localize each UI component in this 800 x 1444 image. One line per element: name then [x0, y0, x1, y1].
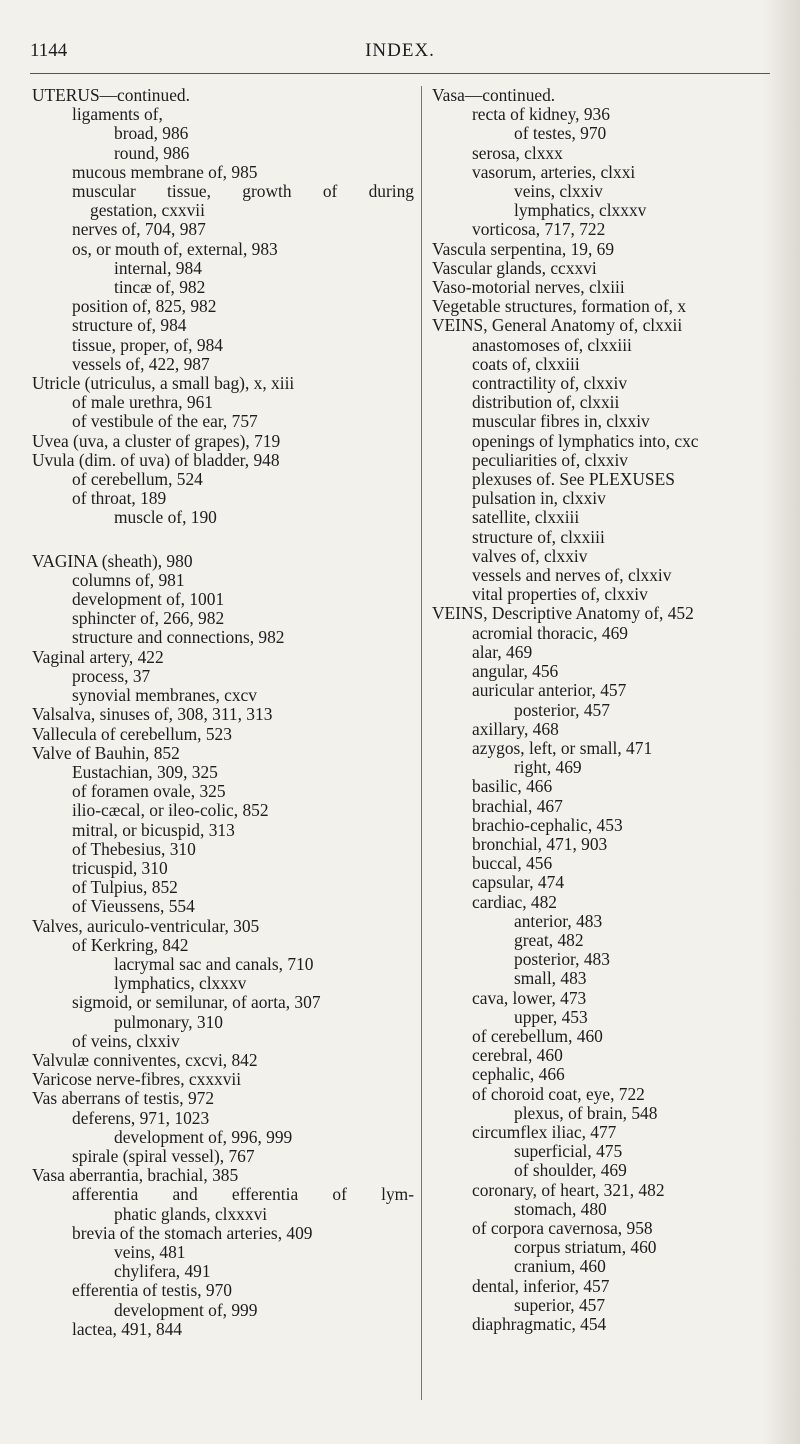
index-entry: broad, 986 — [114, 123, 189, 144]
index-entry: gestation, cxxvii — [90, 200, 205, 221]
index-entry: cava, lower, 473 — [472, 987, 587, 1008]
index-entry: VEINS, General Anatomy of, clxxii — [432, 315, 683, 336]
index-entry: sphincter of, 266, 982 — [72, 608, 225, 629]
index-entry: acromial thoracic, 469 — [472, 622, 628, 643]
index-entry: of cerebellum, 460 — [472, 1025, 603, 1046]
header-rule — [30, 73, 770, 74]
index-entry: cephalic, 466 — [472, 1064, 565, 1085]
index-entry: small, 483 — [514, 968, 587, 989]
index-entry: structure and connections, 982 — [72, 627, 285, 648]
index-entry: Valves, auriculo-ventricular, 305 — [32, 915, 260, 936]
index-entry: brevia of the stomach arteries, 409 — [72, 1222, 313, 1243]
index-entry: muscular tissue, growth of during — [72, 181, 414, 202]
index-entry: upper, 453 — [514, 1006, 588, 1027]
index-entry: of Vieussens, 554 — [72, 896, 195, 917]
index-entry: ilio-cæcal, or ileo-colic, 852 — [72, 800, 269, 821]
index-entry: basilic, 466 — [472, 776, 553, 797]
index-entry: structure of, 984 — [72, 315, 187, 336]
index-entry: of testes, 970 — [514, 123, 607, 144]
index-entry: nerves of, 704, 987 — [72, 219, 206, 240]
index-entry: Valve of Bauhin, 852 — [32, 742, 180, 763]
entry-gap — [32, 528, 414, 552]
index-entry: round, 986 — [114, 142, 190, 163]
index-entry: valves of, clxxiv — [472, 545, 588, 566]
index-entry: Vascula serpentina, 19, 69 — [432, 238, 615, 259]
index-entry: Utricle (utriculus, a small bag), x, xiii — [32, 373, 295, 394]
index-entry: development of, 1001 — [72, 589, 225, 610]
index-entry: brachial, 467 — [472, 795, 563, 816]
index-entry: muscular fibres in, clxxiv — [472, 411, 650, 432]
index-entry: afferentia and efferentia of lym- — [72, 1184, 414, 1205]
index-entry: serosa, clxxx — [472, 142, 563, 163]
index-entry: Varicose nerve-fibres, cxxxvii — [32, 1069, 242, 1090]
running-title: INDEX. — [365, 40, 435, 61]
index-entry: ligaments of, — [72, 104, 163, 125]
index-entry: of choroid coat, eye, 722 — [472, 1083, 645, 1104]
index-entry: circumflex iliac, 477 — [472, 1121, 617, 1142]
index-entry: Vasa aberrantia, brachial, 385 — [32, 1165, 239, 1186]
index-entry: tissue, proper, of, 984 — [72, 334, 223, 355]
index-entry: superficial, 475 — [514, 1141, 623, 1162]
index-column-right — [432, 86, 772, 1426]
index-entry: Uvea (uva, a cluster of grapes), 719 — [32, 430, 281, 451]
index-entry: right, 469 — [514, 757, 582, 778]
index-entry: of shoulder, 469 — [514, 1160, 627, 1181]
index-entry: dental, inferior, 457 — [472, 1275, 610, 1296]
index-entry: chylifera, 491 — [114, 1261, 211, 1282]
index-entry: process, 37 — [72, 665, 151, 686]
index-entry: veins, 481 — [114, 1241, 186, 1262]
page-number: 1144 — [30, 40, 68, 61]
index-entry: of Thebesius, 310 — [72, 838, 196, 859]
index-entry: deferens, 971, 1023 — [72, 1107, 210, 1128]
index-entry: of throat, 189 — [72, 488, 167, 509]
index-entry: vessels and nerves of, clxxiv — [472, 565, 672, 586]
index-entry: lymphatics, clxxxv — [114, 973, 247, 994]
index-entry: of cerebellum, 524 — [72, 469, 203, 490]
index-entry: coats of, clxxiii — [472, 353, 580, 374]
index-entry: alar, 469 — [472, 641, 533, 662]
index-entry: mucous membrane of, 985 — [72, 161, 258, 182]
index-entry: axillary, 468 — [472, 718, 559, 739]
index-entry: structure of, clxxiii — [472, 526, 605, 547]
index-entry: posterior, 483 — [514, 949, 610, 970]
index-entry: mitral, or bicuspid, 313 — [72, 819, 235, 840]
index-entry: superior, 457 — [514, 1294, 606, 1315]
index-entry: satellite, clxxiii — [472, 507, 580, 528]
index-entry: pulmonary, 310 — [114, 1011, 223, 1032]
index-entry: of foramen ovale, 325 — [72, 781, 226, 802]
index-entry: cerebral, 460 — [472, 1045, 563, 1066]
index-entry: lacrymal sac and canals, 710 — [114, 953, 314, 974]
index-entry: of Tulpius, 852 — [72, 877, 178, 898]
index-entry: stomach, 480 — [514, 1198, 607, 1219]
index-entry: tincæ of, 982 — [114, 277, 206, 298]
index-entry: plexus, of brain, 548 — [514, 1102, 658, 1123]
index-entry: synovial membranes, cxcv — [72, 685, 257, 706]
index-entry: VAGINA (sheath), 980 — [32, 550, 193, 571]
index-entry: diaphragmatic, 454 — [472, 1314, 607, 1334]
index-entry: Vascular glands, ccxxvi — [432, 257, 597, 278]
index-entry: Eustachian, 309, 325 — [72, 761, 218, 782]
index-entry: angular, 456 — [472, 661, 559, 682]
index-entry: Vasa—continued. — [432, 86, 556, 105]
index-entry: Vaginal artery, 422 — [32, 646, 164, 667]
index-entry: distribution of, clxxii — [472, 392, 620, 413]
index-entry: Uvula (dim. of uva) of bladder, 948 — [32, 449, 280, 470]
index-entry: anastomoses of, clxxiii — [472, 334, 632, 355]
index-entry: buccal, 456 — [472, 853, 553, 874]
index-entry: Vas aberrans of testis, 972 — [32, 1088, 215, 1109]
index-entry: VEINS, Descriptive Anatomy of, 452 — [432, 603, 694, 624]
index-entry: Vallecula of cerebellum, 523 — [32, 723, 232, 744]
index-entry: cranium, 460 — [514, 1256, 606, 1277]
index-entry: coronary, of heart, 321, 482 — [472, 1179, 665, 1200]
index-entry: Vaso-motorial nerves, clxiii — [432, 277, 625, 298]
index-entry: Vegetable structures, formation of, x — [432, 296, 687, 317]
index-entry: bronchial, 471, 903 — [472, 833, 608, 854]
page-header — [30, 40, 770, 66]
index-entry: great, 482 — [514, 929, 584, 950]
index-entry: vorticosa, 717, 722 — [472, 219, 606, 240]
index-entry: pulsation in, clxxiv — [472, 488, 606, 509]
index-entry: vasorum, arteries, clxxi — [472, 161, 636, 182]
index-entry: efferentia of testis, 970 — [72, 1280, 233, 1301]
index-entry: of vestibule of the ear, 757 — [72, 411, 258, 432]
index-entry: development of, 996, 999 — [114, 1126, 293, 1147]
index-entry: development of, 999 — [114, 1299, 258, 1320]
index-entry: Valsalva, sinuses of, 308, 311, 313 — [32, 704, 273, 725]
index-entry: veins, clxxiv — [514, 181, 603, 202]
column-divider — [421, 86, 422, 1400]
index-entry: plexuses of. See PLEXUSES — [472, 469, 675, 490]
index-entry: columns of, 981 — [72, 569, 185, 590]
index-entry: internal, 984 — [114, 257, 202, 278]
index-entry: contractility of, clxxiv — [472, 373, 628, 394]
index-entry: spirale (spiral vessel), 767 — [72, 1145, 255, 1166]
index-entry: position of, 825, 982 — [72, 296, 217, 317]
index-entry: of Kerkring, 842 — [72, 934, 189, 955]
index-entry: Valvulæ conniventes, cxcvi, 842 — [32, 1049, 258, 1070]
index-entry: os, or mouth of, external, 983 — [72, 238, 278, 259]
index-entry: sigmoid, or semilunar, of aorta, 307 — [72, 992, 321, 1013]
index-entry: vital properties of, clxxiv — [472, 584, 648, 605]
index-entry: lactea, 491, 844 — [72, 1318, 183, 1339]
index-entry: of veins, clxxiv — [72, 1030, 180, 1051]
index-entry: lymphatics, clxxxv — [514, 200, 647, 221]
index-entry: azygos, left, or small, 471 — [472, 737, 653, 758]
index-entry: tricuspid, 310 — [72, 857, 168, 878]
index-entry: of corpora cavernosa, 958 — [472, 1217, 653, 1238]
index-entry: of male urethra, 961 — [72, 392, 214, 413]
index-entry: capsular, 474 — [472, 872, 565, 893]
index-entry: recta of kidney, 936 — [472, 104, 610, 125]
index-entry: UTERUS—continued. — [32, 86, 190, 105]
index-entry: vessels of, 422, 987 — [72, 353, 210, 374]
index-entry: phatic glands, clxxxvi — [114, 1203, 268, 1224]
index-entry: cardiac, 482 — [472, 891, 557, 912]
index-entry: corpus striatum, 460 — [514, 1237, 657, 1258]
index-entry: anterior, 483 — [514, 910, 603, 931]
index-entry: brachio-cephalic, 453 — [472, 814, 623, 835]
index-entry: peculiarities of, clxxiv — [472, 449, 628, 470]
index-entry: openings of lymphatics into, cxc — [472, 430, 699, 451]
index-column-left — [32, 86, 414, 1426]
index-entry: muscle of, 190 — [114, 507, 217, 528]
index-entry: posterior, 457 — [514, 699, 610, 720]
index-entry: auricular anterior, 457 — [472, 680, 627, 701]
